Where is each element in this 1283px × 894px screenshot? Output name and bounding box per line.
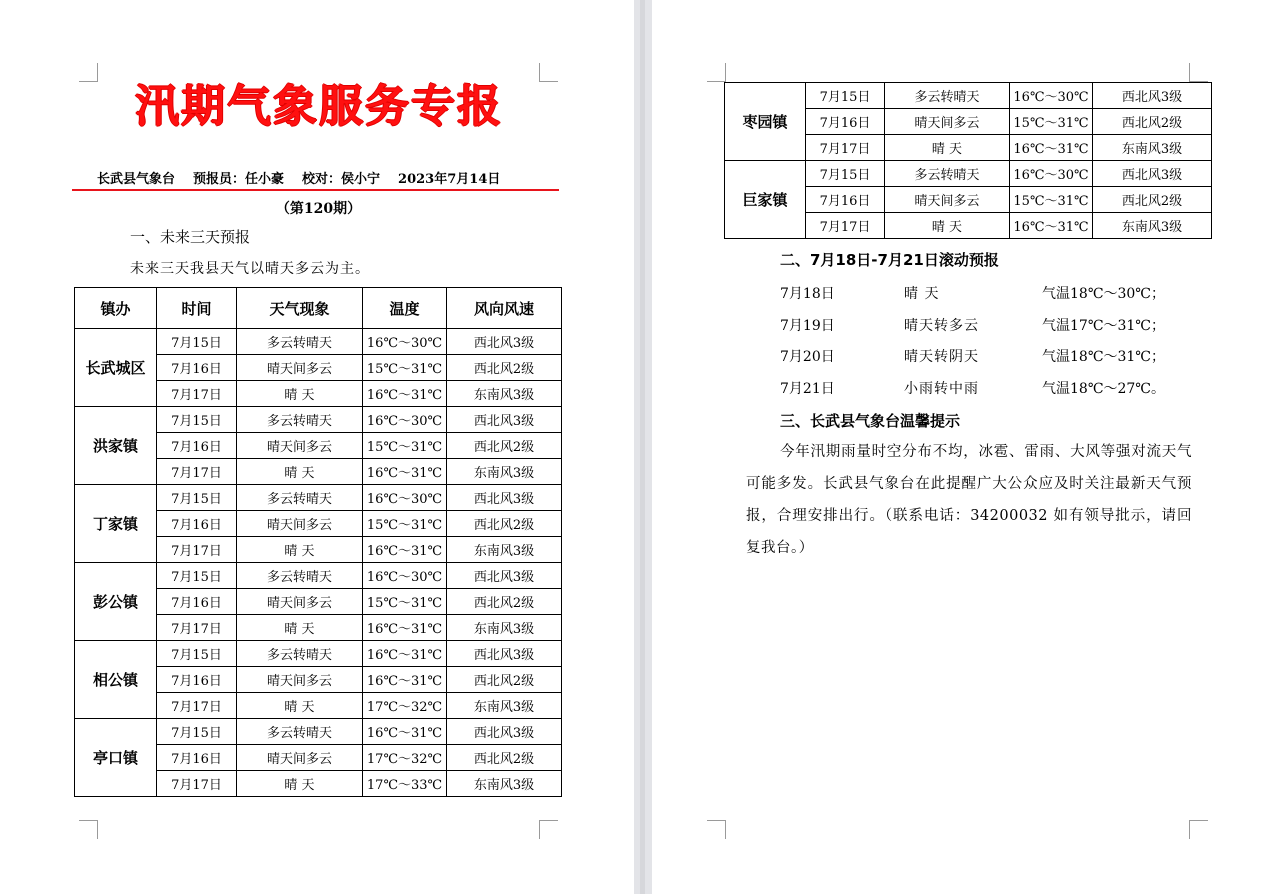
section-1-summary: 未来三天我县天气以晴天多云为主。 (130, 261, 370, 277)
table-row (75, 407, 562, 433)
date-cell: 7月17日 (157, 615, 237, 641)
weather-cell: 晴 天 (237, 771, 363, 797)
weather-cell: 晴天间多云 (237, 355, 363, 381)
rolling-date: 7月20日 (780, 349, 835, 365)
section-3-paragraph: 今年汛期雨量时空分布不均，冰雹、雷雨、大风等强对流天气可能多发。长武县气象台在此提醒广大公众应及时关注最新天气预报，合理安排出行。（联系电话：34200032 如有领导批示，请回复我台。） (746, 444, 1192, 556)
wind-cell: 西北风3级 (447, 641, 562, 667)
date-cell: 7月16日 (157, 667, 237, 693)
temp-cell: 15℃～31℃ (1010, 187, 1093, 213)
wind-cell: 西北风3级 (447, 563, 562, 589)
wind-cell: 西北风3级 (447, 407, 562, 433)
margin-corner-mark (1189, 63, 1208, 82)
weather-cell: 晴天间多云 (237, 589, 363, 615)
rolling-temp: 气温18℃～30℃； (1042, 286, 1165, 302)
margin-corner-mark (707, 820, 726, 839)
document-page-1 (0, 0, 634, 894)
col-header-wind: 风向风速 (447, 288, 562, 329)
rolling-date: 7月21日 (780, 381, 835, 397)
weather-cell: 晴天间多云 (237, 511, 363, 537)
weather-cell: 多云转晴天 (885, 161, 1010, 187)
rolling-weather: 晴 天 (904, 286, 940, 302)
wind-cell: 西北风2级 (447, 355, 562, 381)
table-row (75, 329, 562, 355)
wind-cell: 西北风2级 (1093, 187, 1212, 213)
table-header-row (75, 288, 562, 329)
weather-cell: 晴天间多云 (237, 433, 363, 459)
forecast-table-continued (724, 82, 1212, 239)
issuer-forecaster: 预报员：任小豪 (193, 172, 285, 187)
temp-cell: 16℃～31℃ (363, 667, 447, 693)
table-row (75, 563, 562, 589)
weather-cell: 多云转晴天 (885, 83, 1010, 109)
rolling-date: 7月19日 (780, 318, 835, 334)
date-cell: 7月15日 (157, 641, 237, 667)
date-cell: 7月15日 (157, 485, 237, 511)
wind-cell: 东南风3级 (447, 537, 562, 563)
temp-cell: 16℃～31℃ (1010, 135, 1093, 161)
temp-cell: 17℃～33℃ (363, 771, 447, 797)
weather-cell: 晴天间多云 (237, 667, 363, 693)
forecast-table (74, 287, 562, 797)
date-cell: 7月15日 (806, 161, 885, 187)
wind-cell: 东南风3级 (447, 459, 562, 485)
red-divider (72, 189, 559, 191)
weather-cell: 晴 天 (237, 693, 363, 719)
margin-corner-mark (1189, 820, 1208, 839)
wind-cell: 西北风3级 (1093, 83, 1212, 109)
weather-cell: 多云转晴天 (237, 485, 363, 511)
wind-cell: 西北风3级 (447, 329, 562, 355)
wind-cell: 西北风2级 (447, 667, 562, 693)
date-cell: 7月16日 (157, 511, 237, 537)
weather-cell: 晴 天 (885, 213, 1010, 239)
rolling-weather: 晴天转多云 (904, 318, 979, 334)
rolling-date: 7月18日 (780, 286, 835, 302)
date-cell: 7月15日 (157, 563, 237, 589)
date-cell: 7月15日 (157, 407, 237, 433)
temp-cell: 16℃～31℃ (363, 537, 447, 563)
rolling-temp: 气温17℃～31℃； (1042, 318, 1165, 334)
issuer-proofreader: 校对：侯小宁 (302, 172, 381, 187)
margin-corner-mark (79, 820, 98, 839)
wind-cell: 西北风3级 (1093, 161, 1212, 187)
weather-cell: 多云转晴天 (237, 329, 363, 355)
date-cell: 7月17日 (157, 459, 237, 485)
temp-cell: 16℃～30℃ (1010, 83, 1093, 109)
rolling-temp: 气温18℃～27℃。 (1042, 381, 1165, 397)
town-name-cell: 长武城区 (75, 329, 157, 407)
date-cell: 7月15日 (157, 719, 237, 745)
wind-cell: 东南风3级 (1093, 213, 1212, 239)
date-cell: 7月16日 (157, 589, 237, 615)
town-name-cell: 巨家镇 (725, 161, 806, 239)
temp-cell: 16℃～30℃ (363, 407, 447, 433)
wind-cell: 西北风2级 (1093, 109, 1212, 135)
temp-cell: 15℃～31℃ (1010, 109, 1093, 135)
wind-cell: 西北风2级 (447, 433, 562, 459)
table-row (75, 719, 562, 745)
weather-cell: 多云转晴天 (237, 641, 363, 667)
weather-cell: 晴 天 (237, 615, 363, 641)
issue-number: （第120期） (275, 201, 362, 217)
wind-cell: 东南风3级 (1093, 135, 1212, 161)
weather-cell: 晴 天 (237, 537, 363, 563)
col-header-date: 时间 (157, 288, 237, 329)
rolling-weather: 晴天转阴天 (904, 349, 979, 365)
town-name-cell: 洪家镇 (75, 407, 157, 485)
issuer-org: 长武县气象台 (97, 172, 176, 187)
section-2-heading: 二、7月18日-7月21日滚动预报 (780, 251, 999, 269)
margin-corner-mark (539, 820, 558, 839)
wind-cell: 西北风2级 (447, 589, 562, 615)
date-cell: 7月16日 (806, 109, 885, 135)
wind-cell: 东南风3级 (447, 615, 562, 641)
rolling-weather: 小雨转中雨 (904, 381, 979, 397)
issue-date: 2023年7月14日 (398, 172, 501, 187)
section-3-heading: 三、长武县气象台温馨提示 (780, 412, 961, 430)
weather-cell: 晴 天 (237, 459, 363, 485)
date-cell: 7月16日 (157, 355, 237, 381)
weather-cell: 晴天间多云 (885, 109, 1010, 135)
temp-cell: 16℃～31℃ (363, 459, 447, 485)
temp-cell: 16℃～30℃ (1010, 161, 1093, 187)
temp-cell: 16℃～31℃ (363, 615, 447, 641)
town-name-cell: 亭口镇 (75, 719, 157, 797)
weather-cell: 晴 天 (885, 135, 1010, 161)
weather-cell: 晴 天 (237, 381, 363, 407)
margin-corner-mark (707, 63, 726, 82)
date-cell: 7月15日 (157, 329, 237, 355)
temp-cell: 16℃～31℃ (363, 381, 447, 407)
date-cell: 7月16日 (157, 745, 237, 771)
wind-cell: 东南风3级 (447, 693, 562, 719)
date-cell: 7月17日 (157, 693, 237, 719)
town-name-cell: 彭公镇 (75, 563, 157, 641)
temp-cell: 16℃～31℃ (363, 719, 447, 745)
date-cell: 7月17日 (157, 771, 237, 797)
temp-cell: 15℃～31℃ (363, 511, 447, 537)
weather-cell: 多云转晴天 (237, 563, 363, 589)
date-cell: 7月17日 (157, 537, 237, 563)
temp-cell: 15℃～31℃ (363, 589, 447, 615)
temp-cell: 15℃～31℃ (363, 433, 447, 459)
date-cell: 7月17日 (806, 135, 885, 161)
temp-cell: 16℃～30℃ (363, 563, 447, 589)
temp-cell: 16℃～30℃ (363, 329, 447, 355)
temp-cell: 16℃～30℃ (363, 485, 447, 511)
weather-cell: 晴天间多云 (885, 187, 1010, 213)
wind-cell: 东南风3级 (447, 771, 562, 797)
temp-cell: 15℃～31℃ (363, 355, 447, 381)
wind-cell: 东南风3级 (447, 381, 562, 407)
wind-cell: 西北风3级 (447, 485, 562, 511)
date-cell: 7月16日 (157, 433, 237, 459)
temp-cell: 17℃～32℃ (363, 745, 447, 771)
weather-cell: 多云转晴天 (237, 719, 363, 745)
col-header-weather: 天气现象 (237, 288, 363, 329)
temp-cell: 16℃～31℃ (1010, 213, 1093, 239)
date-cell: 7月16日 (806, 187, 885, 213)
document-title: 汛期气象服务专报 (135, 81, 503, 132)
temp-cell: 16℃～31℃ (363, 641, 447, 667)
wind-cell: 西北风2级 (447, 511, 562, 537)
page-gap-divider (640, 0, 645, 894)
table-row (75, 641, 562, 667)
wind-cell: 西北风2级 (447, 745, 562, 771)
temp-cell: 17℃～32℃ (363, 693, 447, 719)
date-cell: 7月17日 (806, 213, 885, 239)
weather-cell: 晴天间多云 (237, 745, 363, 771)
wind-cell: 西北风3级 (447, 719, 562, 745)
town-name-cell: 枣园镇 (725, 83, 806, 161)
date-cell: 7月17日 (157, 381, 237, 407)
table-row (75, 485, 562, 511)
town-name-cell: 丁家镇 (75, 485, 157, 563)
issuer-line (97, 171, 547, 189)
date-cell: 7月15日 (806, 83, 885, 109)
table-row (725, 83, 1212, 109)
section-1-heading: 一、未来三天预报 (130, 228, 251, 246)
table-row (725, 161, 1212, 187)
weather-cell: 多云转晴天 (237, 407, 363, 433)
col-header-temp: 温度 (363, 288, 447, 329)
town-name-cell: 相公镇 (75, 641, 157, 719)
rolling-temp: 气温18℃～31℃； (1042, 349, 1165, 365)
col-header-town: 镇办 (75, 288, 157, 329)
